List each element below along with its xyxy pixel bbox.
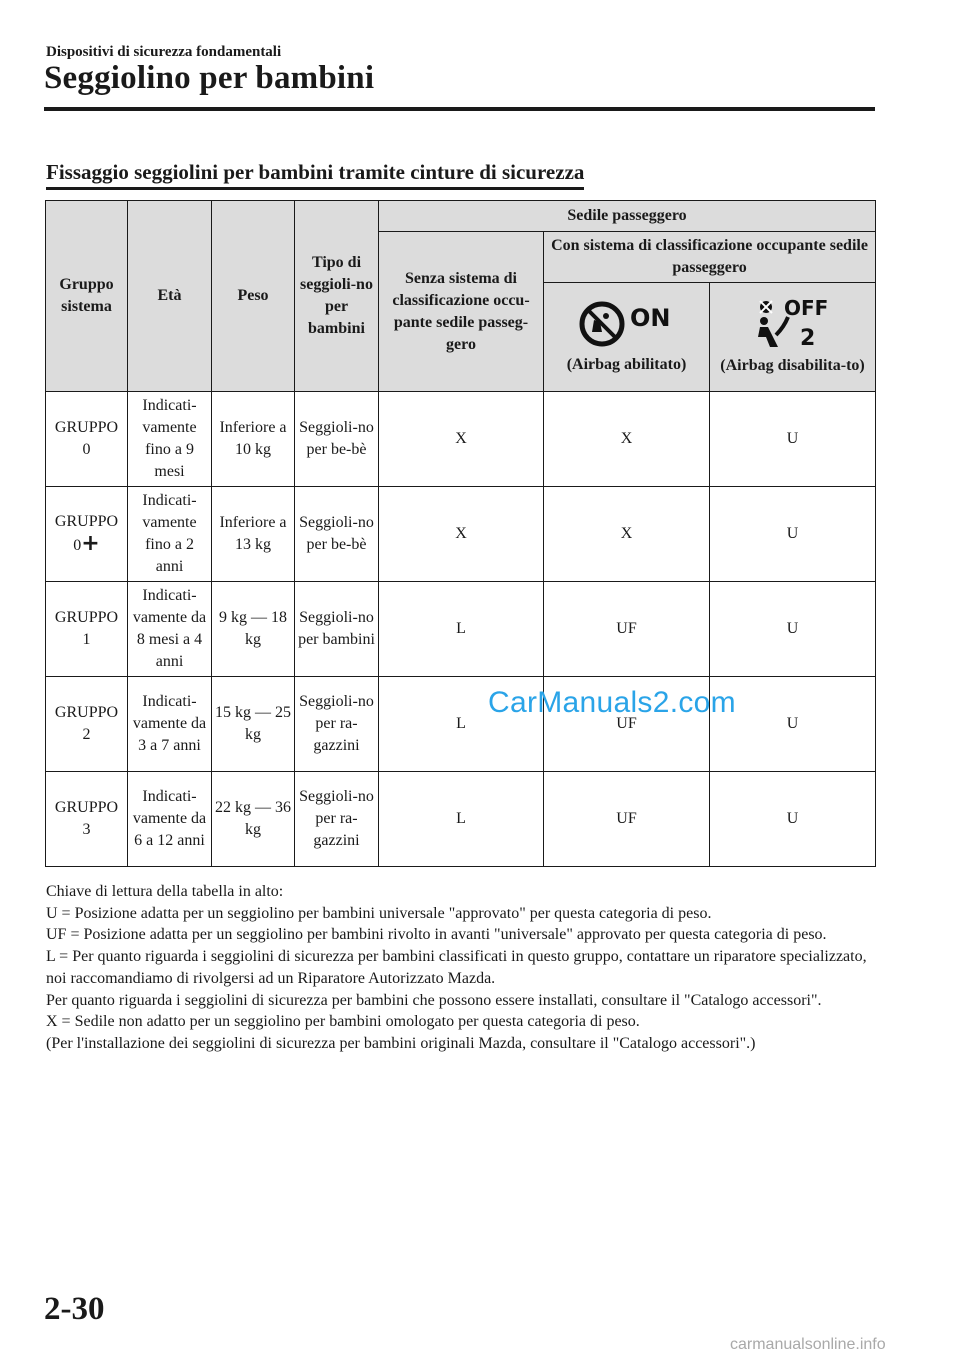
cell-age: Indicati-vamente da 6 a 12 anni (128, 772, 212, 867)
legend-line: L = Per quanto riguarda i seggiolini di sicurezza per bambini classificati in questo gruppo, contattare un riparatore specializzato, noi raccomandiamo di rivolgersi ad un Riparatore Autorizzato Mazda. (46, 948, 867, 987)
page-title: Seggiolino per bambini (44, 60, 375, 96)
table-row (46, 772, 876, 867)
cell-group: GRUPPO 3 (46, 772, 128, 867)
cell-weight: 22 kg — 36 kg (212, 772, 295, 867)
cell-seat-type: Seggioli-no per be-bè (295, 392, 379, 487)
cell-weight: 15 kg — 25 kg (212, 677, 295, 772)
plus-icon: + (81, 531, 100, 556)
table-row (46, 487, 876, 582)
cell-no-classification: X (379, 487, 544, 582)
cell-seat-type: Seggioli-no per ra-gazzini (295, 772, 379, 867)
cell-seat-type: Seggioli-no per ra-gazzini (295, 677, 379, 772)
cell-group: GRUPPO 0 (46, 392, 128, 487)
airbag-on-icon-text: ON (629, 304, 670, 332)
cell-airbag-on: UF (544, 772, 710, 867)
cell-no-classification: L (379, 677, 544, 772)
airbag-on-label: (Airbag abilitato) (566, 356, 687, 373)
page-number: 2-30 (44, 1291, 105, 1327)
cell-seat-type: Seggioli-no per bambini (295, 582, 379, 677)
cell-airbag-on: UF (544, 677, 710, 772)
child-seat-table (45, 200, 876, 867)
legend-line: Per quanto riguarda i seggiolini di sicurezza per bambini che possono essere installati, consultare il "Catalogo accessori". (46, 991, 822, 1009)
cell-age: Indicati-vamente da 3 a 7 anni (128, 677, 212, 772)
cell-airbag-off: U (710, 677, 876, 772)
header-age: Età (128, 201, 212, 392)
subsection-title: Fissaggio seggiolini per bambini tramite cinture di sicurezza (46, 160, 584, 190)
header-airbag-on (544, 283, 710, 392)
airbag-off-label: (Airbag disabilita-to) (720, 357, 865, 374)
header-weight: Peso (212, 201, 295, 392)
airbag-off-icon-text: OFF (783, 297, 828, 320)
cell-group: GRUPPO 2 (46, 677, 128, 772)
cell-no-classification: L (379, 772, 544, 867)
cell-airbag-on: X (544, 392, 710, 487)
cell-age: Indicati-vamente fino a 9 mesi (128, 392, 212, 487)
cell-age: Indicati-vamente fino a 2 anni (128, 487, 212, 582)
header-passenger-seat: Sedile passeggero (379, 201, 876, 232)
cell-seat-type: Seggioli-no per be-bè (295, 487, 379, 582)
cell-airbag-on: X (544, 487, 710, 582)
legend-line: Chiave di lettura della tabella in alto: (46, 883, 284, 900)
section-kicker: Dispositivi di sicurezza fondamentali (46, 44, 282, 60)
legend-line: U = Posizione adatta per un seggiolino per bambini universale "approvato" per questa categoria di peso. (46, 904, 712, 922)
legend-line: X = Sedile non adatto per un seggiolino per bambini omologato per questa categoria di peso. (46, 1013, 640, 1031)
cell-no-classification: L (379, 582, 544, 677)
table-row (46, 582, 876, 677)
airbag-off-indicator-icon (748, 297, 838, 349)
footer-site-watermark: carmanualsonline.info (730, 1336, 886, 1353)
airbag-on-indicator-icon (578, 298, 676, 348)
cell-weight: 9 kg — 18 kg (212, 582, 295, 677)
table-legend (46, 881, 878, 1055)
table-row (46, 677, 876, 772)
cell-no-classification: X (379, 392, 544, 487)
airbag-off-icon-number: 2 (799, 326, 815, 349)
cell-airbag-on: UF (544, 582, 710, 677)
legend-line: UF = Posizione adatta per un seggiolino per bambini rivolto in avanti "universale" approvato per questa categoria di peso. (46, 926, 827, 944)
header-group: Gruppo sistema (46, 201, 128, 392)
cell-airbag-off: U (710, 487, 876, 582)
legend-line: (Per l'installazione dei seggiolini di sicurezza per bambini originali Mazda, consultare il "Catalogo accessori".) (46, 1034, 756, 1052)
header-seat-type: Tipo di seggioli-no per bambini (295, 201, 379, 392)
cell-weight: Inferiore a 13 kg (212, 487, 295, 582)
table-row (46, 392, 876, 487)
header-no-classification: Senza sistema di classificazione occu-pante sedile passeg-gero (379, 232, 544, 392)
cell-age: Indicati-vamente da 8 mesi a 4 anni (128, 582, 212, 677)
watermark: CarManuals2.com (488, 686, 736, 719)
cell-group: GRUPPO 1 (46, 582, 128, 677)
header-airbag-off (710, 283, 876, 392)
cell-airbag-off: U (710, 392, 876, 487)
cell-group: GRUPPO 0+ (46, 487, 128, 582)
cell-weight: Inferiore a 10 kg (212, 392, 295, 487)
cell-airbag-off: U (710, 772, 876, 867)
cell-airbag-off: U (710, 582, 876, 677)
title-rule (44, 107, 875, 111)
header-with-classification: Con sistema di classificazione occupante sedile passeggero (544, 232, 876, 283)
